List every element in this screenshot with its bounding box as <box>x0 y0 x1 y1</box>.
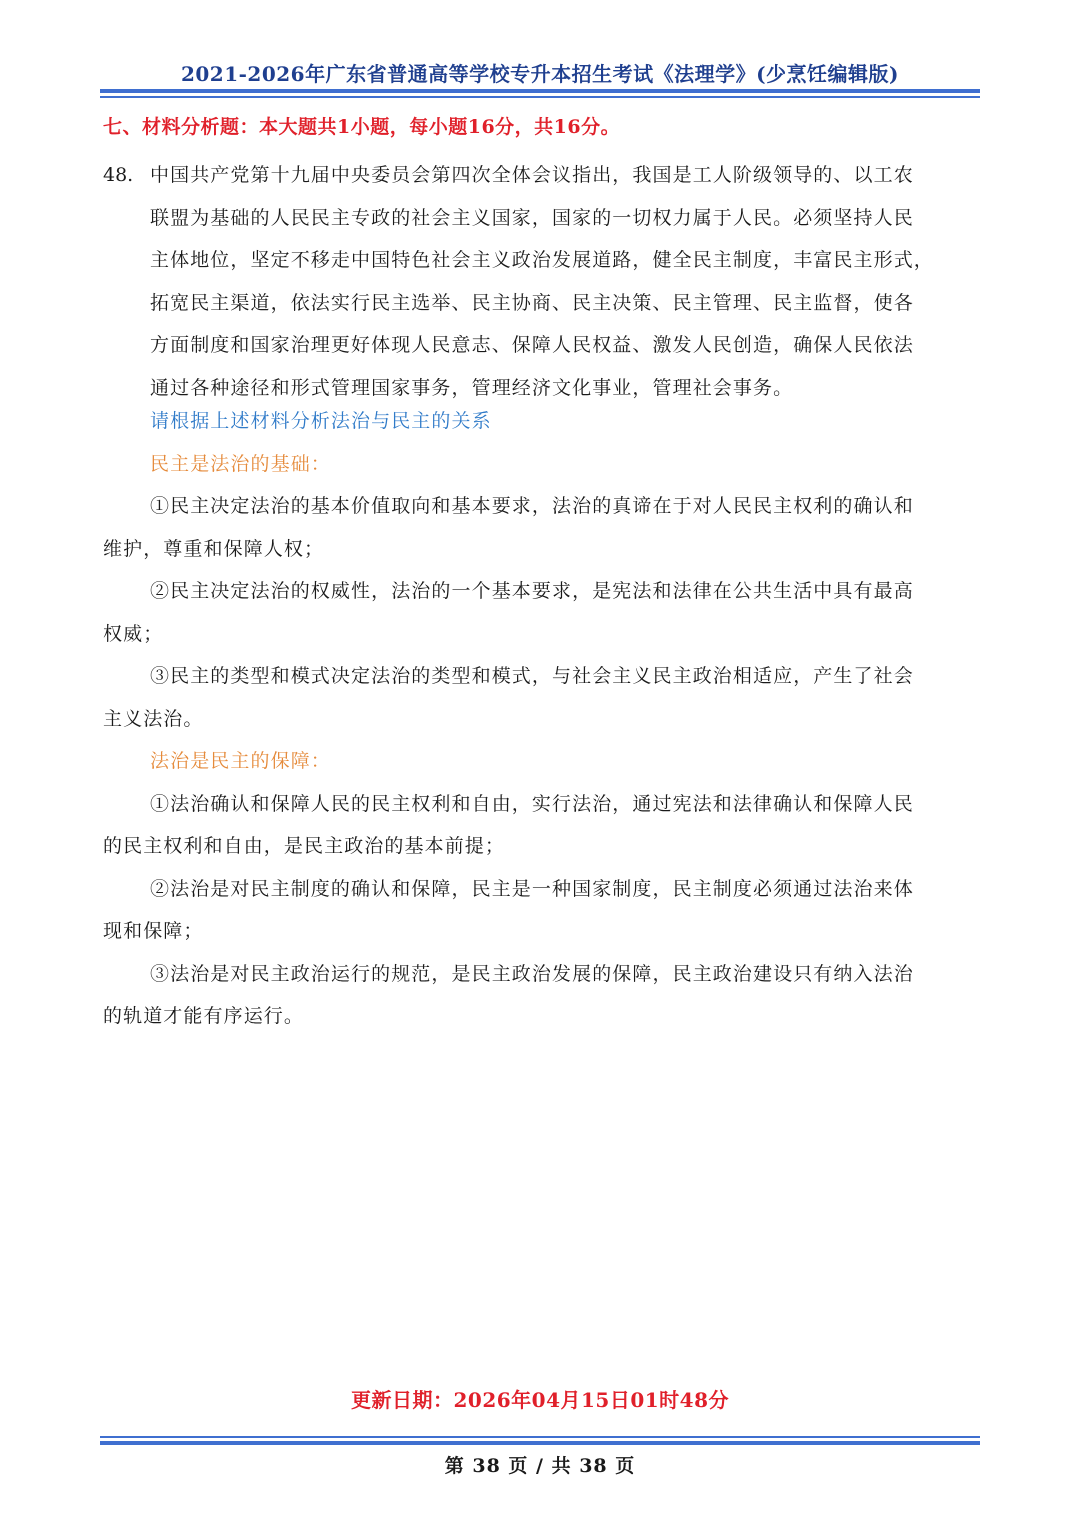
answer-block <box>103 400 983 1038</box>
section-title: 七、材料分析题：本大题共1小题，每小题16分，共16分。 <box>103 116 621 138</box>
answer-point-continuation: 主义法治。 <box>103 707 204 730</box>
footer-divider-thin <box>100 1436 980 1438</box>
answer-point: ③法治是对民主政治运行的规范，是民主政治发展的保障，民主政治建设只有纳入法治 <box>150 962 914 985</box>
header-divider-thick <box>100 89 980 93</box>
answer-heading-democracy-foundation: 民主是法治的基础： <box>150 452 331 475</box>
material-line: 主体地位，坚定不移走中国特色社会主义政治发展道路，健全民主制度，丰富民主形式， <box>150 249 934 271</box>
answer-point-continuation: 维护，尊重和保障人权； <box>103 537 325 560</box>
material-line: 联盟为基础的人民民主专政的社会主义国家，国家的一切权力属于人民。必须坚持人民 <box>150 206 914 229</box>
answer-point: ③民主的类型和模式决定法治的类型和模式，与社会主义民主政治相适应，产生了社会 <box>150 665 914 687</box>
question-number: 48. <box>103 164 134 186</box>
answer-point: ②民主决定法治的权威性，法治的一个基本要求，是宪法和法律在公共生活中具有最高 <box>150 580 914 602</box>
answer-point-continuation: 权威； <box>103 622 164 645</box>
material-line: 拓宽民主渠道，依法实行民主选举、民主协商、民主决策、民主管理、民主监督，使各 <box>150 291 914 314</box>
footer-divider-thick <box>100 1441 980 1445</box>
answer-point-continuation: 现和保障； <box>103 920 204 942</box>
material-line: 通过各种途径和形式管理国家事务，管理经济文化事业，管理社会事务。 <box>150 376 794 399</box>
update-date: 更新日期：2026年04月15日01时48分 <box>351 1388 729 1412</box>
header-divider-thin <box>100 96 980 98</box>
question-material <box>150 154 982 409</box>
question-prompt: 请根据上述材料分析法治与民主的关系 <box>150 410 492 432</box>
answer-point: ①民主决定法治的基本价值取向和基本要求，法治的真谛在于对人民民主权利的确认和 <box>150 495 914 517</box>
material-line: 方面制度和国家治理更好体现人民意志、保障人民权益、激发人民创造，确保人民依法 <box>150 334 914 356</box>
answer-point-continuation: 的轨道才能有序运行。 <box>103 1005 305 1027</box>
page-header-title: 2021-2026年广东省普通高等学校专升本招生考试《法理学》(少烹饪编辑版) <box>180 62 900 86</box>
answer-point: ②法治是对民主制度的确认和保障，民主是一种国家制度，民主制度必须通过法治来体 <box>150 877 914 900</box>
answer-point: ①法治确认和保障人民的民主权利和自由，实行法治，通过宪法和法律确认和保障人民 <box>150 792 914 815</box>
page-number: 第 38 页 / 共 38 页 <box>444 1455 636 1477</box>
answer-heading-rule-of-law-guarantee: 法治是民主的保障： <box>150 750 331 772</box>
answer-point-continuation: 的民主权利和自由，是民主政治的基本前提； <box>103 835 506 857</box>
material-line: 中国共产党第十九届中央委员会第四次全体会议指出，我国是工人阶级领导的、以工农 <box>150 164 914 186</box>
